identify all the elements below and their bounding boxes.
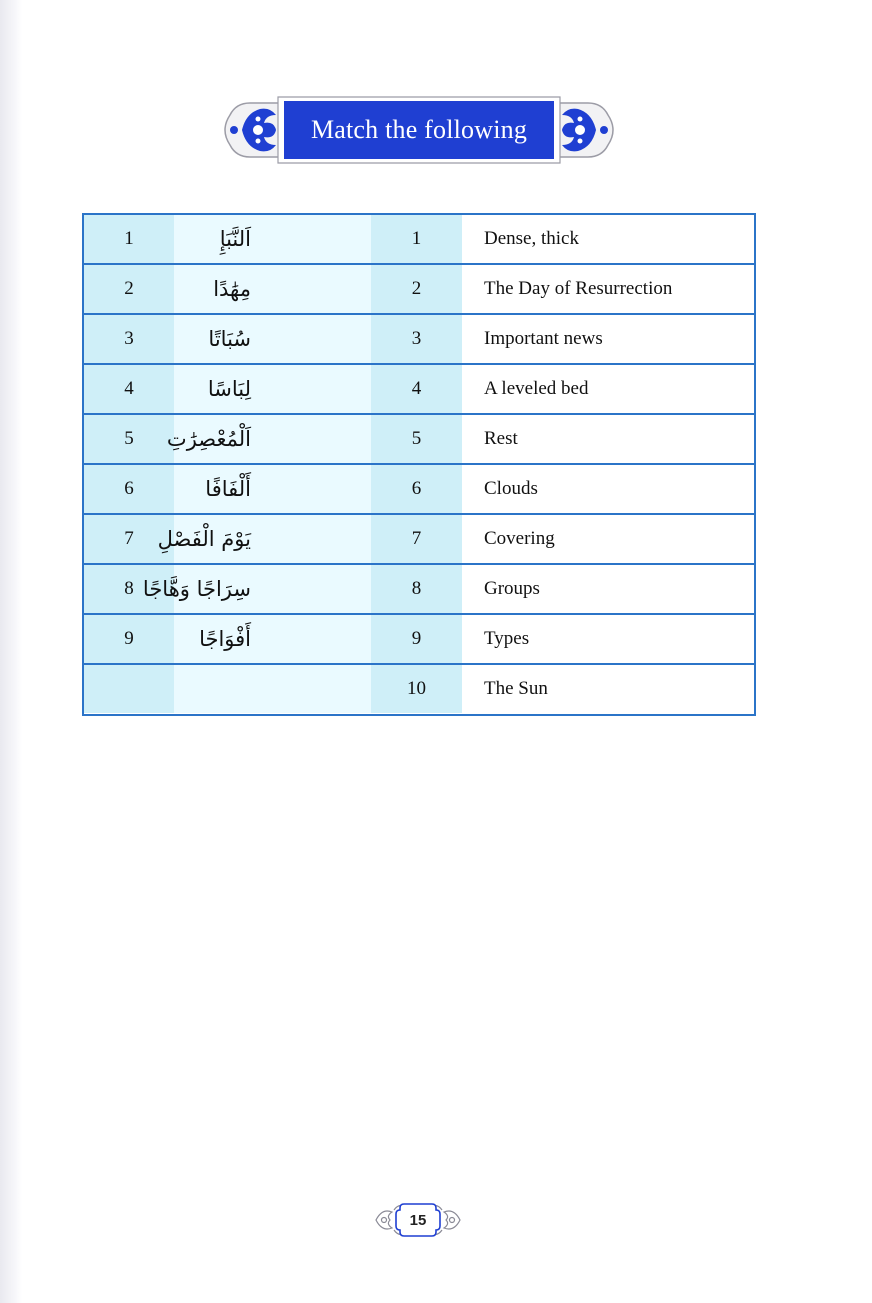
right-number: 7 xyxy=(371,515,462,563)
arabic-word: اَلْمُعْصِرَٰتِ xyxy=(166,427,251,451)
left-number: 9 xyxy=(84,615,174,663)
english-meaning: Covering xyxy=(462,515,754,563)
right-number: 9 xyxy=(371,615,462,663)
arabic-word: لِبَاسًا xyxy=(207,377,251,401)
title-banner xyxy=(220,95,618,165)
arabic-word: اَلنَّبَإِ xyxy=(219,227,251,251)
page-number-badge xyxy=(372,1196,464,1244)
match-table xyxy=(82,213,756,716)
english-meaning: Groups xyxy=(462,565,754,613)
left-number: 2 xyxy=(84,265,174,313)
right-number: 8 xyxy=(371,565,462,613)
arabic-word: يَوْمَ الْفَصْلِ xyxy=(157,527,251,551)
left-number: 5 xyxy=(84,415,174,463)
arabic-word-cell xyxy=(157,515,371,563)
page-edge-shadow xyxy=(0,0,22,1303)
table-row xyxy=(84,565,754,615)
arabic-word-cell xyxy=(174,365,371,413)
right-number: 6 xyxy=(371,465,462,513)
english-meaning: Types xyxy=(462,615,754,663)
page-number: 15 xyxy=(409,1211,427,1229)
english-meaning: Important news xyxy=(462,315,754,363)
right-number: 5 xyxy=(371,415,462,463)
arabic-word: سِرَاجًا وَهَّاجًا xyxy=(142,577,251,601)
table-row xyxy=(84,665,754,715)
arabic-word-cell xyxy=(142,565,371,613)
arabic-word: أَلْفَافًا xyxy=(205,477,251,501)
arabic-word-cell xyxy=(174,665,371,713)
table-row xyxy=(84,315,754,365)
english-meaning: The Day of Resurrection xyxy=(462,265,754,313)
left-number: 4 xyxy=(84,365,174,413)
arabic-word: أَفْوَاجًا xyxy=(199,627,251,651)
table-row xyxy=(84,515,754,565)
english-meaning: Rest xyxy=(462,415,754,463)
right-number: 2 xyxy=(371,265,462,313)
arabic-word-cell xyxy=(174,215,371,263)
arabic-word: مِهَٰدًا xyxy=(213,277,251,301)
right-number: 3 xyxy=(371,315,462,363)
left-number: 7 xyxy=(84,515,174,563)
right-number: 1 xyxy=(371,215,462,263)
table-row xyxy=(84,365,754,415)
english-meaning: Clouds xyxy=(462,465,754,513)
table-row xyxy=(84,215,754,265)
arabic-word-cell xyxy=(174,315,371,363)
arabic-word: سُبَاتًا xyxy=(208,327,251,351)
left-number: 3 xyxy=(84,315,174,363)
left-number xyxy=(84,665,174,713)
table-row xyxy=(84,465,754,515)
arabic-word-cell xyxy=(174,615,371,663)
arabic-word-cell xyxy=(174,265,371,313)
right-number: 4 xyxy=(371,365,462,413)
table-row xyxy=(84,265,754,315)
left-number: 6 xyxy=(84,465,174,513)
english-meaning: The Sun xyxy=(462,665,754,713)
left-number: 1 xyxy=(84,215,174,263)
english-meaning: A leveled bed xyxy=(462,365,754,413)
page-title: Match the following xyxy=(310,115,528,144)
arabic-word-cell xyxy=(166,415,371,463)
table-row xyxy=(84,615,754,665)
left-number: 8 xyxy=(84,565,174,613)
table-row xyxy=(84,415,754,465)
english-meaning: Dense, thick xyxy=(462,215,754,263)
right-number: 10 xyxy=(371,665,462,713)
arabic-word-cell xyxy=(174,465,371,513)
